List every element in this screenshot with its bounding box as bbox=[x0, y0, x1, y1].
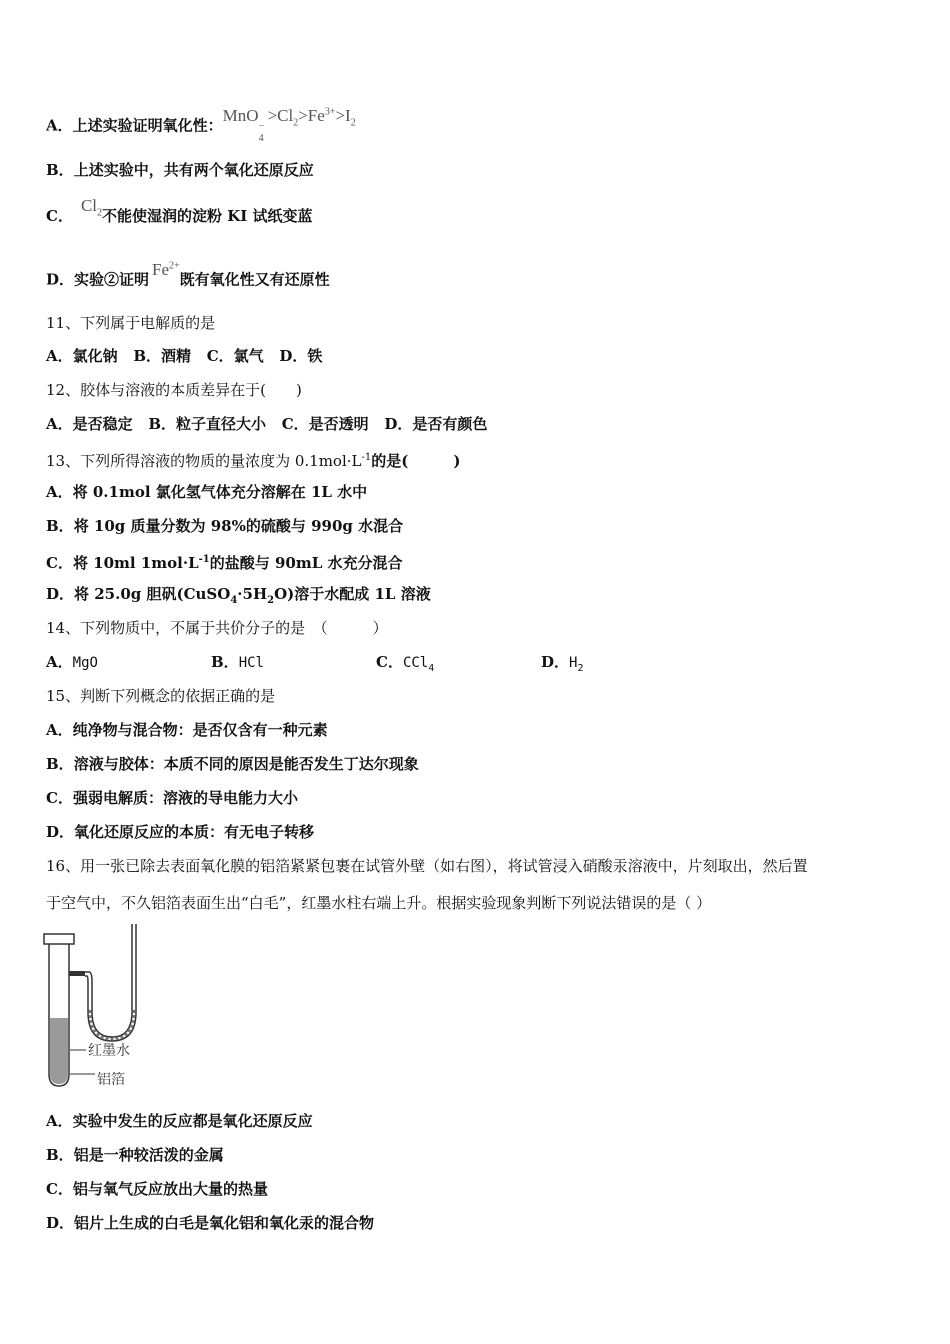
q10-option-c: C．$Cl_2$不能使湿润的淀粉 KI 试纸变蓝 bbox=[46, 196, 313, 225]
q10-option-b: B．上述实验中，共有两个氧化还原反应 bbox=[46, 161, 314, 179]
aluminum-foil-label: 铝箔 bbox=[97, 1072, 125, 1088]
test-tube-u-tube-figure bbox=[40, 922, 150, 1092]
q15-option-c: C．强弱电解质：溶液的导电能力大小 bbox=[46, 789, 298, 807]
q14-stem: 14、下列物质中，不属于共价分子的是 （ ） bbox=[46, 619, 388, 637]
q10-option-d: D．实验②证明$Fe^{2+}$既有氧化性又有还原性 bbox=[46, 259, 330, 289]
q16-option-c: C．铝与氧气反应放出大量的热量 bbox=[46, 1180, 268, 1198]
q16-option-d: D．铝片上生成的白毛是氧化铝和氧化汞的混合物 bbox=[46, 1214, 375, 1232]
q10-chlorine-formula: $Cl_2$ bbox=[80, 196, 103, 219]
stopper bbox=[44, 934, 74, 944]
q10-iron-ion-formula: $Fe^{2+}$ bbox=[152, 259, 180, 279]
q12-options: A．是否稳定 B．粒子直径大小 C．是否透明 D．是否有颜色 bbox=[46, 415, 488, 433]
q13-stem: 13、下列所得溶液的物质的量浓度为 $0.1mol\cdot L^{-1}$的是( ) bbox=[46, 452, 461, 470]
q16-stem-line1: 16、用一张已除去表面氧化膜的铝箔紧紧包裹在试管外壁（如右图），将试管浸入硝酸汞溶液中，片刻取出，然后置 bbox=[46, 857, 808, 875]
q13-option-b: B．将 10g 质量分数为 98%的硫酸与 990g 水混合 bbox=[46, 517, 404, 535]
q13-option-c: C．将 10ml $1mol\cdot L^{-1}$的盐酸与 90mL 水充分混合 bbox=[46, 554, 403, 572]
q10-option-a: A．上述实验证明氧化性：MnO − 4 $>Cl_2>Fe^{3+}>I_2$ bbox=[46, 105, 356, 144]
red-ink-column bbox=[90, 1010, 134, 1039]
q15-option-d: D．氧化还原反应的本质：有无电子转移 bbox=[46, 823, 315, 841]
q15-option-a: A．纯净物与混合物：是否仅含有一种元素 bbox=[46, 721, 328, 739]
q15-stem: 15、判断下列概念的依据正确的是 bbox=[46, 687, 276, 705]
connector-tube bbox=[69, 971, 85, 976]
q16-stem-line2: 于空气中，不久铝箔表面生出“白毛”，红墨水柱右端上升。根据实验现象判断下列说法错误的是（ ） bbox=[46, 894, 712, 912]
q11-stem: 11、下列属于电解质的是 bbox=[46, 314, 216, 332]
q13-option-a: A．将 0.1mol 氯化氢气体充分溶解在 1L 水中 bbox=[46, 483, 368, 501]
q16-option-b: B．铝是一种较活泼的金属 bbox=[46, 1146, 224, 1164]
q11-options: A．氯化钠 B．酒精 C．氯气 D．铁 bbox=[46, 347, 323, 365]
q10-oxidizing-order-formula: MnO − 4 $>Cl_2>Fe^{3+}>I_2$ bbox=[222, 105, 356, 144]
red-ink-label: 红墨水 bbox=[88, 1043, 130, 1059]
aluminum-foil-shading bbox=[50, 1018, 68, 1084]
q12-stem: 12、胶体与溶液的本质差异在于( ) bbox=[46, 381, 302, 399]
q13-option-d: D．将 25.0g 胆矾$(CuSO_4\cdot 5H_2O)$溶于水配成 1L 溶液 bbox=[46, 585, 431, 606]
q16-option-a: A．实验中发生的反应都是氧化还原反应 bbox=[46, 1112, 313, 1130]
q15-option-b: B．溶液与胶体：本质不同的原因是能否发生丁达尔现象 bbox=[46, 755, 419, 773]
q14-options: A．MgO B．HCl C．CCl$_4$ D．$H_2$ bbox=[46, 653, 584, 674]
